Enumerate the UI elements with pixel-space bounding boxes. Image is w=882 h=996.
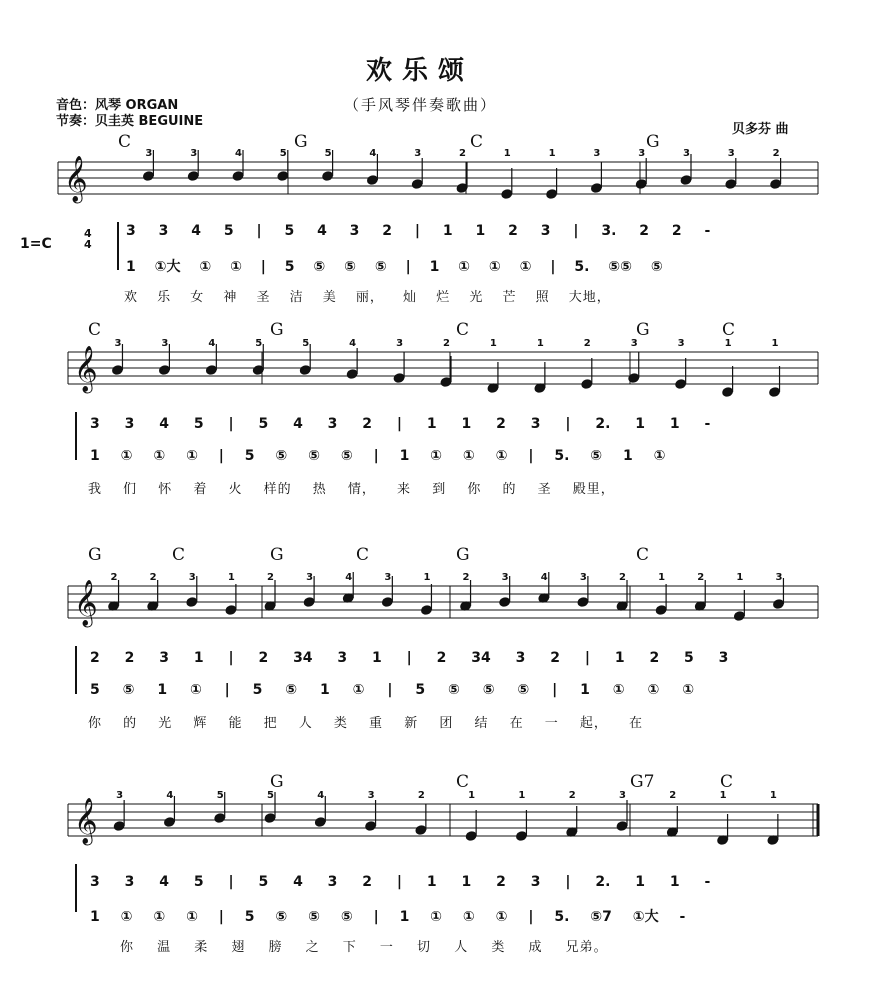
note-head (411, 179, 423, 190)
fingering-number: 2 (697, 572, 705, 583)
fingering-number: 4 (349, 338, 357, 349)
fingering-number: 2 (267, 572, 274, 583)
fingering-number: 3 (306, 572, 314, 583)
note-head (232, 171, 244, 182)
note-head (264, 813, 276, 824)
note-head (277, 171, 289, 182)
fingering-number: 3 (727, 148, 735, 159)
treble-clef-icon: 𝄞 (74, 580, 98, 626)
fingering-number: 3 (579, 572, 587, 583)
melody-line: 3 3 4 5 | 5 4 3 2 | 1 1 2 3 | 3. 2 2 - (126, 223, 711, 239)
note-head (675, 379, 687, 390)
bass-line: 5 ⑤ 1 ① | 5 ⑤ 1 ① | 5 ⑤ ⑤ ⑤ | 1 ① ① ① (90, 682, 695, 698)
chord-symbol: C (456, 320, 470, 340)
fingering-number: 4 (208, 338, 216, 349)
note-head (616, 821, 628, 832)
chord-symbol: G (456, 545, 470, 565)
chord-symbol: C (118, 132, 132, 152)
chord-symbol: C (88, 320, 102, 340)
fingering-number: 4 (345, 572, 353, 583)
note-head (501, 189, 513, 200)
composer-label: 贝多芬 曲 (732, 122, 789, 137)
note-head (113, 821, 125, 832)
song-title: 欢乐颂 (366, 56, 475, 86)
note-head (299, 365, 311, 376)
fingering-number: 1 (769, 790, 777, 801)
note-head (725, 179, 737, 190)
fingering-number: 3 (116, 790, 124, 801)
fingering-number: 3 (188, 572, 196, 583)
note-head (186, 597, 198, 608)
fingering-number: 2 (417, 790, 425, 801)
fingering-number: 4 (369, 148, 377, 159)
note-head (205, 365, 217, 376)
fingering-number: 2 (568, 790, 576, 801)
fingering-number: 3 (683, 148, 690, 159)
fingering-number: 3 (161, 338, 169, 349)
fingering-number: 4 (317, 790, 325, 801)
fingering-number: 1 (724, 338, 732, 349)
lyrics-line: 我 们 怀 着 火 样的 热 情， 来 到 你 的 圣 殿里， (88, 482, 615, 497)
note-head (365, 821, 377, 832)
chord-symbol: G (270, 320, 284, 340)
note-head (393, 373, 405, 384)
note-head (225, 605, 237, 616)
note-head (252, 365, 264, 376)
note-head (465, 831, 477, 842)
note-head (163, 817, 175, 828)
note-head (499, 597, 511, 608)
fingering-number: 1 (423, 572, 431, 583)
note-head (772, 599, 784, 610)
bass-line: 1 ① ① ① | 5 ⑤ ⑤ ⑤ | 1 ① ① ① | 5. ⑤ 1 ① (90, 448, 666, 464)
chord-symbol: C (722, 320, 736, 340)
fingering-number: 5 (324, 148, 332, 159)
note-head (187, 171, 199, 182)
chord-symbol: G7 (630, 772, 655, 792)
fingering-number: 1 (518, 790, 526, 801)
note-head (142, 171, 154, 182)
chord-symbol: G (270, 772, 284, 792)
fingering-number: 1 (489, 338, 497, 349)
note-head (314, 817, 326, 828)
note-head (590, 183, 602, 194)
melody-line: 3 3 4 5 | 5 4 3 2 | 1 1 2 3 | 2. 1 1 - (90, 416, 711, 432)
note-head (768, 387, 780, 398)
fingering-number: 3 (145, 148, 153, 159)
chord-symbol: C (456, 772, 470, 792)
fingering-number: 2 (462, 572, 470, 583)
fingering-number: 2 (583, 338, 591, 349)
note-head (214, 813, 226, 824)
treble-clef-icon: 𝄞 (74, 798, 98, 844)
chord-symbol: G (646, 132, 660, 152)
note-head (415, 825, 427, 836)
chord-symbol: G (636, 320, 650, 340)
treble-clef-icon: 𝄞 (74, 346, 98, 392)
fingering-number: 1 (548, 148, 556, 159)
fingering-number: 3 (396, 338, 404, 349)
fingering-number: 2 (443, 338, 450, 349)
note-head (581, 379, 593, 390)
fingering-number: 3 (677, 338, 685, 349)
chord-symbol: C (636, 545, 650, 565)
fingering-number: 3 (190, 148, 198, 159)
note-head (770, 179, 782, 190)
fingering-number: 3 (414, 148, 422, 159)
bass-line: 1 ① ① ① | 5 ⑤ ⑤ ⑤ | 1 ① ① ① | 5. ⑤7 ①大 - (90, 909, 686, 925)
fingering-number: 4 (235, 148, 242, 159)
song-subtitle: （手风琴伴奏歌曲） (344, 96, 498, 114)
fingering-number: 1 (736, 572, 744, 583)
key-signature: 1=C (20, 236, 52, 252)
fingering-number: 3 (384, 572, 392, 583)
fingering-number: 1 (536, 338, 544, 349)
fingering-number: 3 (630, 338, 638, 349)
bass-line: 1 ①大 ① ① | 5 ⑤ ⑤ ⑤ | 1 ① ① ① | 5. ⑤⑤ ⑤ (126, 259, 663, 275)
note-head (655, 605, 667, 616)
note-head (381, 597, 393, 608)
fingering-number: 4 (540, 572, 548, 583)
fingering-number: 3 (367, 790, 375, 801)
note-head (158, 365, 170, 376)
fingering-number: 2 (459, 148, 466, 159)
note-head (515, 831, 527, 842)
note-head (722, 387, 734, 398)
fingering-number: 5 (267, 790, 274, 801)
fingering-number: 3 (501, 572, 509, 583)
chord-symbol: C (720, 772, 734, 792)
fingering-number: 1 (719, 790, 727, 801)
fingering-number: 3 (593, 148, 601, 159)
fingering-number: 2 (149, 572, 157, 583)
treble-clef-icon: 𝄞 (64, 156, 88, 202)
note-head (322, 171, 334, 182)
lyrics-line: 你 温 柔 翅 膀 之 下 一 切 人 类 成 兄弟。 (120, 940, 608, 955)
chord-symbol: C (470, 132, 484, 152)
note-head (733, 611, 745, 622)
note-head (628, 373, 640, 384)
chord-symbol: G (294, 132, 308, 152)
fingering-number: 2 (772, 148, 780, 159)
note-head (577, 597, 589, 608)
melody-line: 2 2 3 1 | 2 34 3 1 | 2 34 3 2 | 1 2 5 3 (90, 650, 729, 666)
fingering-number: 2 (669, 790, 677, 801)
note-head (635, 179, 647, 190)
note-head (366, 175, 378, 186)
fingering-number: 1 (468, 790, 476, 801)
lyrics-line: 你 的 光 辉 能 把 人 类 重 新 团 结 在 一 起， 在 (88, 716, 643, 731)
fingering-number: 5 (302, 338, 310, 349)
chord-symbol: C (356, 545, 370, 565)
note-head (346, 369, 358, 380)
lyrics-line: 欢 乐 女 神 圣 洁 美 丽， 灿 烂 光 芒 照 大地， (124, 290, 611, 305)
fingering-number: 1 (771, 338, 779, 349)
fingering-number: 5 (255, 338, 263, 349)
note-head (303, 597, 315, 608)
fingering-number: 1 (658, 572, 666, 583)
fingering-number: 4 (166, 790, 174, 801)
fingering-number: 3 (638, 148, 646, 159)
fingering-number: 5 (216, 790, 224, 801)
note-head (546, 189, 558, 200)
note-head (111, 365, 123, 376)
fingering-number: 1 (503, 148, 511, 159)
fingering-number: 1 (227, 572, 235, 583)
chord-symbol: G (88, 545, 102, 565)
chord-symbol: C (172, 545, 186, 565)
note-head (420, 605, 432, 616)
melody-line: 3 3 4 5 | 5 4 3 2 | 1 1 2 3 | 2. 1 1 - (90, 874, 711, 890)
fingering-number: 5 (279, 148, 287, 159)
time-signature: 4 4 (84, 227, 92, 251)
note-head (680, 175, 692, 186)
fingering-number: 3 (619, 790, 626, 801)
fingering-number: 3 (114, 338, 122, 349)
fingering-number: 2 (619, 572, 626, 583)
rhythm-label: 节奏：贝圭英 BEGUINE (56, 114, 204, 129)
chord-symbol: G (270, 545, 284, 565)
fingering-number: 3 (775, 572, 783, 583)
timbre-label: 音色：风琴 ORGAN (56, 98, 179, 113)
fingering-number: 2 (110, 572, 118, 583)
